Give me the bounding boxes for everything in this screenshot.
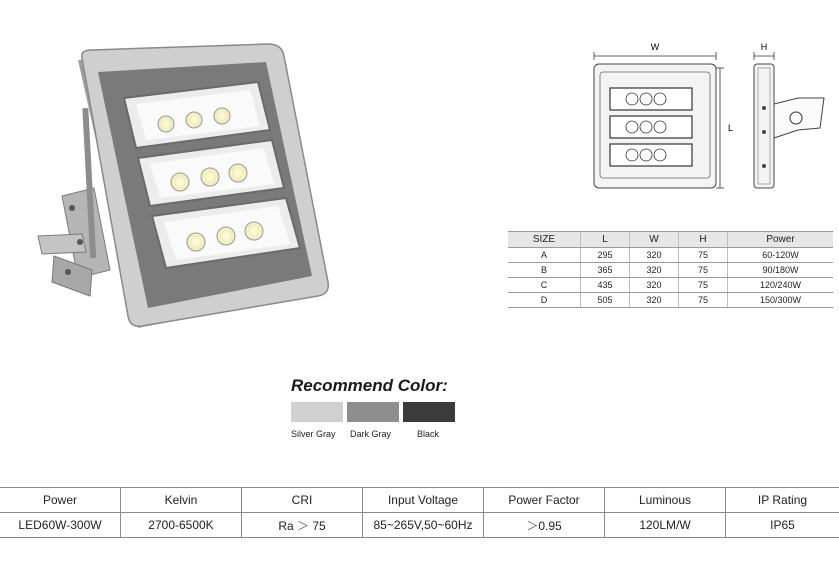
height-cell: 75	[679, 278, 728, 293]
ip-rating-value: IP65	[726, 513, 839, 538]
power-header: Power	[0, 488, 121, 513]
spec-table	[0, 487, 839, 538]
luminous-header: Luminous	[605, 488, 726, 513]
cri-header: CRI	[242, 488, 363, 513]
length-cell: 435	[581, 278, 630, 293]
side-dimension-drawing	[740, 38, 835, 198]
height-header: H	[679, 232, 728, 248]
ip-rating-header: IP Rating	[726, 488, 839, 513]
size-cell: B	[508, 263, 581, 278]
cri-value: Ra ＞ 75	[242, 513, 363, 538]
black-label: Black	[417, 429, 440, 439]
recommend-color-title: Recommend Color:	[291, 376, 448, 395]
length-cell: 295	[581, 248, 630, 263]
luminous-value: 120LM/W	[605, 513, 726, 538]
width-cell: 320	[630, 248, 679, 263]
power-cell: 150/300W	[728, 293, 834, 308]
length-cell: 505	[581, 293, 630, 308]
size-cell: D	[508, 293, 581, 308]
input-voltage-header: Input Voltage	[363, 488, 484, 513]
width-header: W	[630, 232, 679, 248]
size-table	[508, 231, 833, 308]
dark-gray-swatch	[347, 402, 399, 422]
length-label: L	[728, 123, 734, 133]
spec-table-header	[0, 488, 839, 513]
power-factor-header: Power Factor	[484, 488, 605, 513]
table-row	[508, 278, 833, 293]
dark-gray-label: Dark Gray	[350, 429, 392, 439]
size-cell: A	[508, 248, 581, 263]
kelvin-header: Kelvin	[121, 488, 242, 513]
table-row	[508, 263, 833, 278]
power-cell: 90/180W	[728, 263, 834, 278]
mounting-bracket	[38, 188, 110, 296]
table-row	[508, 293, 833, 308]
width-cell: 320	[630, 278, 679, 293]
length-header: L	[581, 232, 630, 248]
black-swatch	[403, 402, 455, 422]
length-cell: 365	[581, 263, 630, 278]
power-value: LED60W-300W	[0, 513, 121, 538]
power-cell: 60-120W	[728, 248, 834, 263]
width-cell: 320	[630, 293, 679, 308]
product-image	[20, 38, 340, 338]
front-dimension-drawing	[580, 38, 740, 198]
height-cell: 75	[679, 248, 728, 263]
power-header: Power	[728, 232, 834, 248]
size-table-header	[508, 232, 833, 248]
size-header: SIZE	[508, 232, 581, 248]
height-cell: 75	[679, 293, 728, 308]
size-cell: C	[508, 278, 581, 293]
silver-gray-swatch	[291, 402, 343, 422]
width-label: W	[650, 42, 660, 52]
width-cell: 320	[630, 263, 679, 278]
height-label: H	[760, 42, 768, 52]
table-row	[0, 513, 839, 538]
kelvin-value: 2700-6500K	[121, 513, 242, 538]
height-cell: 75	[679, 263, 728, 278]
power-cell: 120/240W	[728, 278, 834, 293]
silver-gray-label: Silver Gray	[291, 429, 336, 439]
power-factor-value: ＞0.95	[484, 513, 605, 538]
input-voltage-value: 85~265V,50~60Hz	[363, 513, 484, 538]
table-row	[508, 248, 833, 263]
